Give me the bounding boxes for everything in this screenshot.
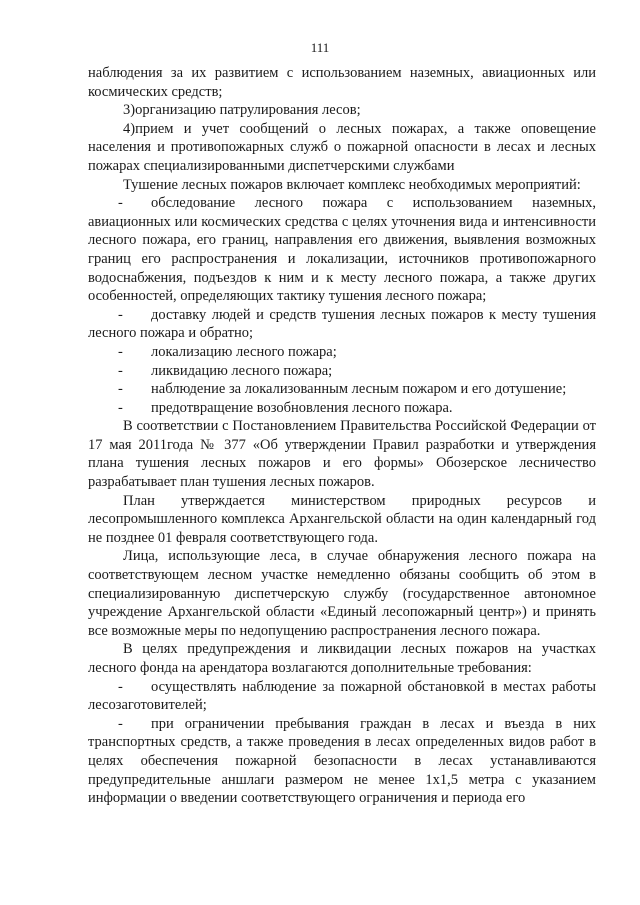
paragraph: 4)прием и учет сообщений о лесных пожарах, а также оповещение населения и противопожарных служб о пожарной опасности в лесах и лесных пожарах специализированными диспетчерскими службами xyxy=(88,120,596,174)
list-item-text: ликвидацию лесного пожара; xyxy=(151,362,333,379)
list-dash: - xyxy=(118,381,123,398)
list-dash: - xyxy=(118,362,123,379)
list-item-text: при ограничении пребывания граждан в лесах и въезда в них транспортных средств, а также проведения в лесах определенных видов работ в целях обеспечения пожарной безопасности в лесах устанавливаются предупредительные аншлаги размером не менее 1x1,5 метра с указанием информации о введении соответствующего ограничения и периода его xyxy=(88,715,596,807)
list-dash: - xyxy=(118,195,123,212)
list-item-text: доставку людей и средств тушения лесных пожаров к месту тушения лесного пожара и обратно; xyxy=(88,306,596,342)
list-item xyxy=(88,380,596,399)
list-item xyxy=(88,715,596,808)
list-dash: - xyxy=(118,678,123,695)
paragraph: В соответствии с Постановлением Правительства Российской Федерации от 17 мая 2011года № 377 «Об утверждении Правил разработки и утверждения плана тушения лесных пожаров и его формы» Обозерское лесничество разрабатывает план тушения лесных пожаров. xyxy=(88,418,596,491)
paragraph: План утверждается министерством природных ресурсов и лесопромышленного комплекса Архангельской области на один календарный год не позднее 01 февраля соответствующего года. xyxy=(88,492,596,546)
list-item xyxy=(88,678,596,715)
list-item-text: локализацию лесного пожара; xyxy=(151,343,337,360)
list-item xyxy=(88,306,596,343)
page-number: 111 xyxy=(310,40,330,55)
list-item-text: осуществлять наблюдение за пожарной обстановкой в местах работы лесозаготовителей; xyxy=(88,678,596,714)
list-item-text: предотвращение возобновления лесного пожара. xyxy=(151,399,453,416)
list-item xyxy=(88,343,596,362)
list-dash: - xyxy=(118,343,123,360)
list-item xyxy=(88,362,596,381)
paragraph: Лица, использующие леса, в случае обнаружения лесного пожара на соответствующем лесном участке немедленно обязаны сообщить об этом в специализированную диспетчерскую службу (государственное автономное учреждение Архангельской области «Единый лесопожарный центр») и принять все возможные меры по недопущению распространения лесного пожара. xyxy=(88,548,596,639)
list-item-text: наблюдение за локализованным лесным пожаром и его дотушение; xyxy=(151,381,567,398)
list-dash: - xyxy=(118,306,123,323)
list-dash: - xyxy=(118,399,123,416)
list-item xyxy=(88,399,596,418)
paragraph: 3)организацию патрулирования лесов; xyxy=(123,102,361,119)
list-dash: - xyxy=(118,715,123,732)
list-item-text: обследование лесного пожара с использованием наземных, авиационных или космических средства с целях уточнения вида и интенсивности лесного пожара, его границ, направления его движения, выявления возможных границ его распространения и локализации, источников противопожарного водоснабжения, подъездов к ним и к месту лесного пожара, а также других особенностей, определяющих тактику тушения лесного пожара; xyxy=(88,195,596,305)
paragraph: наблюдения за их развитием с использованием наземных, авиационных или космических средств; xyxy=(88,65,596,100)
document-text xyxy=(88,64,596,808)
list-item xyxy=(88,194,596,306)
paragraph: В целях предупреждения и ликвидации лесных пожаров на участках лесного фонда на арендатора возлагаются дополнительные требования: xyxy=(88,641,596,676)
paragraph: Тушение лесных пожаров включает комплекс необходимых мероприятий: xyxy=(123,176,581,193)
